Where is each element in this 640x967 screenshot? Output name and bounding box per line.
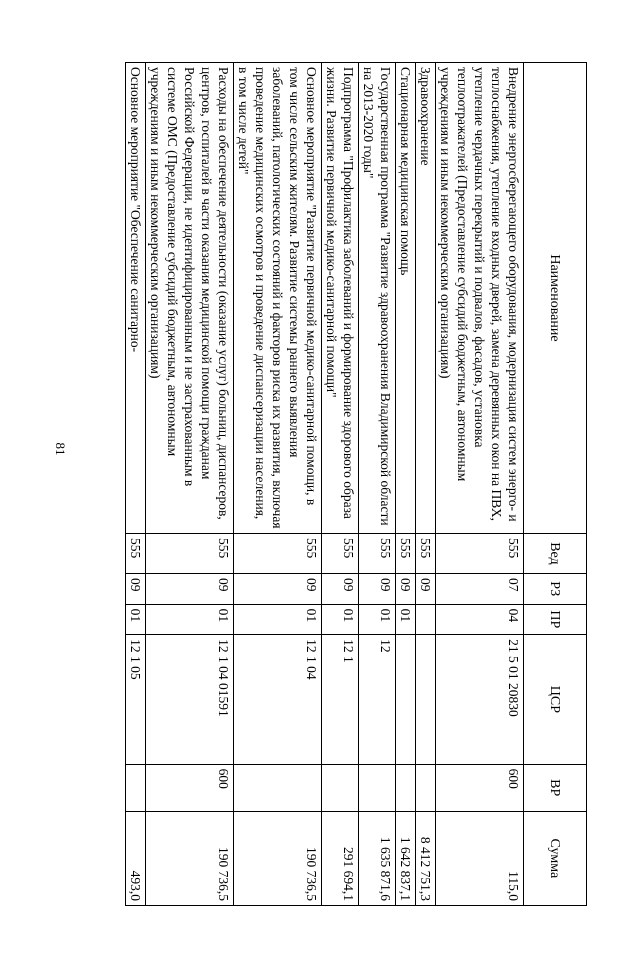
table-row [359,63,396,906]
row-ved: 555 [146,533,234,573]
table-row [416,63,436,906]
header-rz: РЗ [524,573,587,604]
row-rz: 09 [126,573,146,604]
header-name: Наименование [524,63,587,534]
page-number: 81 [53,442,68,456]
row-pr: 01 [396,604,416,635]
row-pr: 01 [126,604,146,635]
row-vr [359,764,396,811]
row-sum: 8 412 751,3 [416,811,436,905]
row-csr: 12 1 [322,635,359,765]
budget-table-rotated [0,62,587,967]
row-name: Стационарная медицинская помощь [396,63,416,534]
row-name: Расходы на обеспечение деятельности (оказание услуг) больниц, диспансеров, центров, госпиталей в части оказания медицинской помощи гражданам Российской Федерации, не идентифицированным и не застрахованным в системе ОМС (Предоставление субсидий бюджетным, автономным учреждениям и иным некоммерческим организациям) [146,63,234,534]
row-vr [396,764,416,811]
table-header-row [524,63,587,906]
budget-table [125,62,587,906]
row-sum: 1 642 837,1 [396,811,416,905]
header-pr: ПР [524,604,587,635]
table-row [146,63,234,906]
row-pr [416,604,436,635]
row-ved: 555 [234,533,322,573]
row-sum: 291 694,1 [322,811,359,905]
row-rz: 09 [146,573,234,604]
row-ved: 555 [126,533,146,573]
row-ved: 555 [436,533,524,573]
row-ved: 555 [396,533,416,573]
row-pr: 01 [322,604,359,635]
table-row [396,63,416,906]
row-ved: 555 [322,533,359,573]
row-csr: 21 5 01 20830 [436,635,524,765]
row-pr: 01 [359,604,396,635]
row-vr: 600 [146,764,234,811]
row-sum: 1 635 871,6 [359,811,396,905]
row-csr: 12 1 04 01591 [146,635,234,765]
row-rz: 07 [436,573,524,604]
row-sum: 493,0 [126,811,146,905]
row-sum: 115,0 [436,811,524,905]
row-csr: 12 1 04 [234,635,322,765]
row-vr [416,764,436,811]
row-name: Основное мероприятие "Развитие первичной медико-санитарной помощи, в том числе сельским жителям. Развитие системы раннего выявления заболеваний, патологических состояний и факторов риска их развития, включая проведение медицинских осмотров и проведение диспансеризации населения, в том числе детей" [234,63,322,534]
row-sum: 190 736,5 [146,811,234,905]
row-rz: 09 [359,573,396,604]
row-sum: 190 736,5 [234,811,322,905]
table-row [322,63,359,906]
row-pr: 01 [234,604,322,635]
row-vr [234,764,322,811]
row-ved: 555 [416,533,436,573]
row-vr [126,764,146,811]
row-csr: 12 1 05 [126,635,146,765]
row-csr: 12 [359,635,396,765]
row-pr: 01 [146,604,234,635]
row-vr [322,764,359,811]
row-rz: 09 [322,573,359,604]
row-name: Основное мероприятие "Обеспечение санитарно- [126,63,146,534]
row-name: Подпрограмма "Профилактика заболеваний и формирование здорового образа жизни. Развитие первичной медико-санитарной помощи" [322,63,359,534]
header-csr: ЦСР [524,635,587,765]
row-rz: 09 [396,573,416,604]
table-row [234,63,322,906]
header-vr: ВР [524,764,587,811]
row-rz: 09 [234,573,322,604]
row-pr: 04 [436,604,524,635]
row-name: Государственная программа "Развитие здравоохранения Владимирской области на 2013-2020 годы" [359,63,396,534]
table-row [436,63,524,906]
header-sum: Сумма [524,811,587,905]
row-name: Внедрение энергосберегающего оборудования, модернизация систем энерго- и теплоснабжения, утепление входных дверей, замена деревянных окон на ПВХ, утепление чердачных перекрытий и подвалов, фасадов, установка теплоотражателей (Предоставление субсидий бюджетным, автономным учреждениям и иным некоммерческим организациям) [436,63,524,534]
row-csr [416,635,436,765]
row-rz: 09 [416,573,436,604]
table-row [126,63,146,906]
row-ved: 555 [359,533,396,573]
header-ved: Вед [524,533,587,573]
row-name: Здравоохранение [416,63,436,534]
row-vr: 600 [436,764,524,811]
row-csr [396,635,416,765]
